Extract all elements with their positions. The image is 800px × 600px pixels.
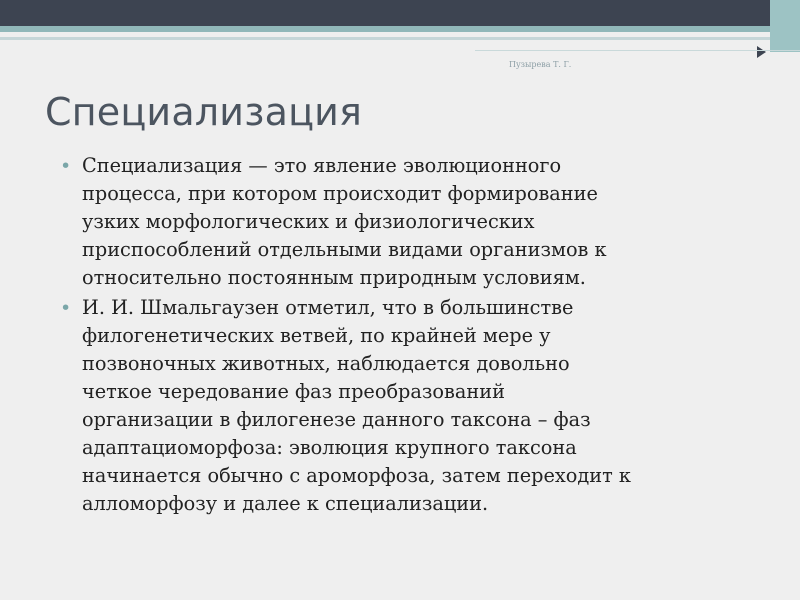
bullet-line: организации в филогенезе данного таксона – фаз bbox=[82, 408, 591, 431]
ribbon-arrow-icon bbox=[757, 46, 766, 58]
bullet-line: алломорфозу и далее к специализации. bbox=[82, 492, 489, 515]
bullet-dot-icon: • bbox=[60, 155, 72, 177]
bullet-line: Специализация — это явление эволюционного bbox=[82, 154, 562, 177]
bullet-line: четкое чередование фаз преобразований bbox=[82, 380, 505, 403]
bullet-line: И. И. Шмальгаузен отметил, что в большинстве bbox=[82, 296, 574, 319]
bullet-line: процесса, при котором происходит формирование bbox=[82, 182, 598, 205]
bullet-line: позвоночных животных, наблюдается довольно bbox=[82, 352, 570, 375]
author-label: Пузырева Т. Г. bbox=[509, 60, 572, 69]
bullet-line: приспособлений отдельными видами организмов к bbox=[82, 238, 607, 261]
bullet-dot-icon: • bbox=[60, 297, 72, 319]
bullet-line: узких морфологических и физиологических bbox=[82, 210, 535, 233]
bullet-line: относительно постоянным природным условиям. bbox=[82, 266, 586, 289]
corner-ribbon bbox=[770, 0, 800, 52]
bullet-line: начинается обычно с ароморфоза, затем переходит к bbox=[82, 464, 631, 487]
bullet-line: филогенетических ветвей, по крайней мере у bbox=[82, 324, 551, 347]
header-divider bbox=[475, 50, 800, 51]
top-bar bbox=[0, 0, 800, 26]
top-thin-line bbox=[0, 37, 800, 40]
slide-title: Специализация bbox=[45, 90, 363, 134]
bullet-item bbox=[60, 152, 760, 292]
bullet-list bbox=[60, 152, 760, 520]
bullet-line: адаптациоморфоза: эволюция крупного таксона bbox=[82, 436, 577, 459]
bullet-item bbox=[60, 294, 760, 518]
top-accent-stripe bbox=[0, 26, 800, 32]
